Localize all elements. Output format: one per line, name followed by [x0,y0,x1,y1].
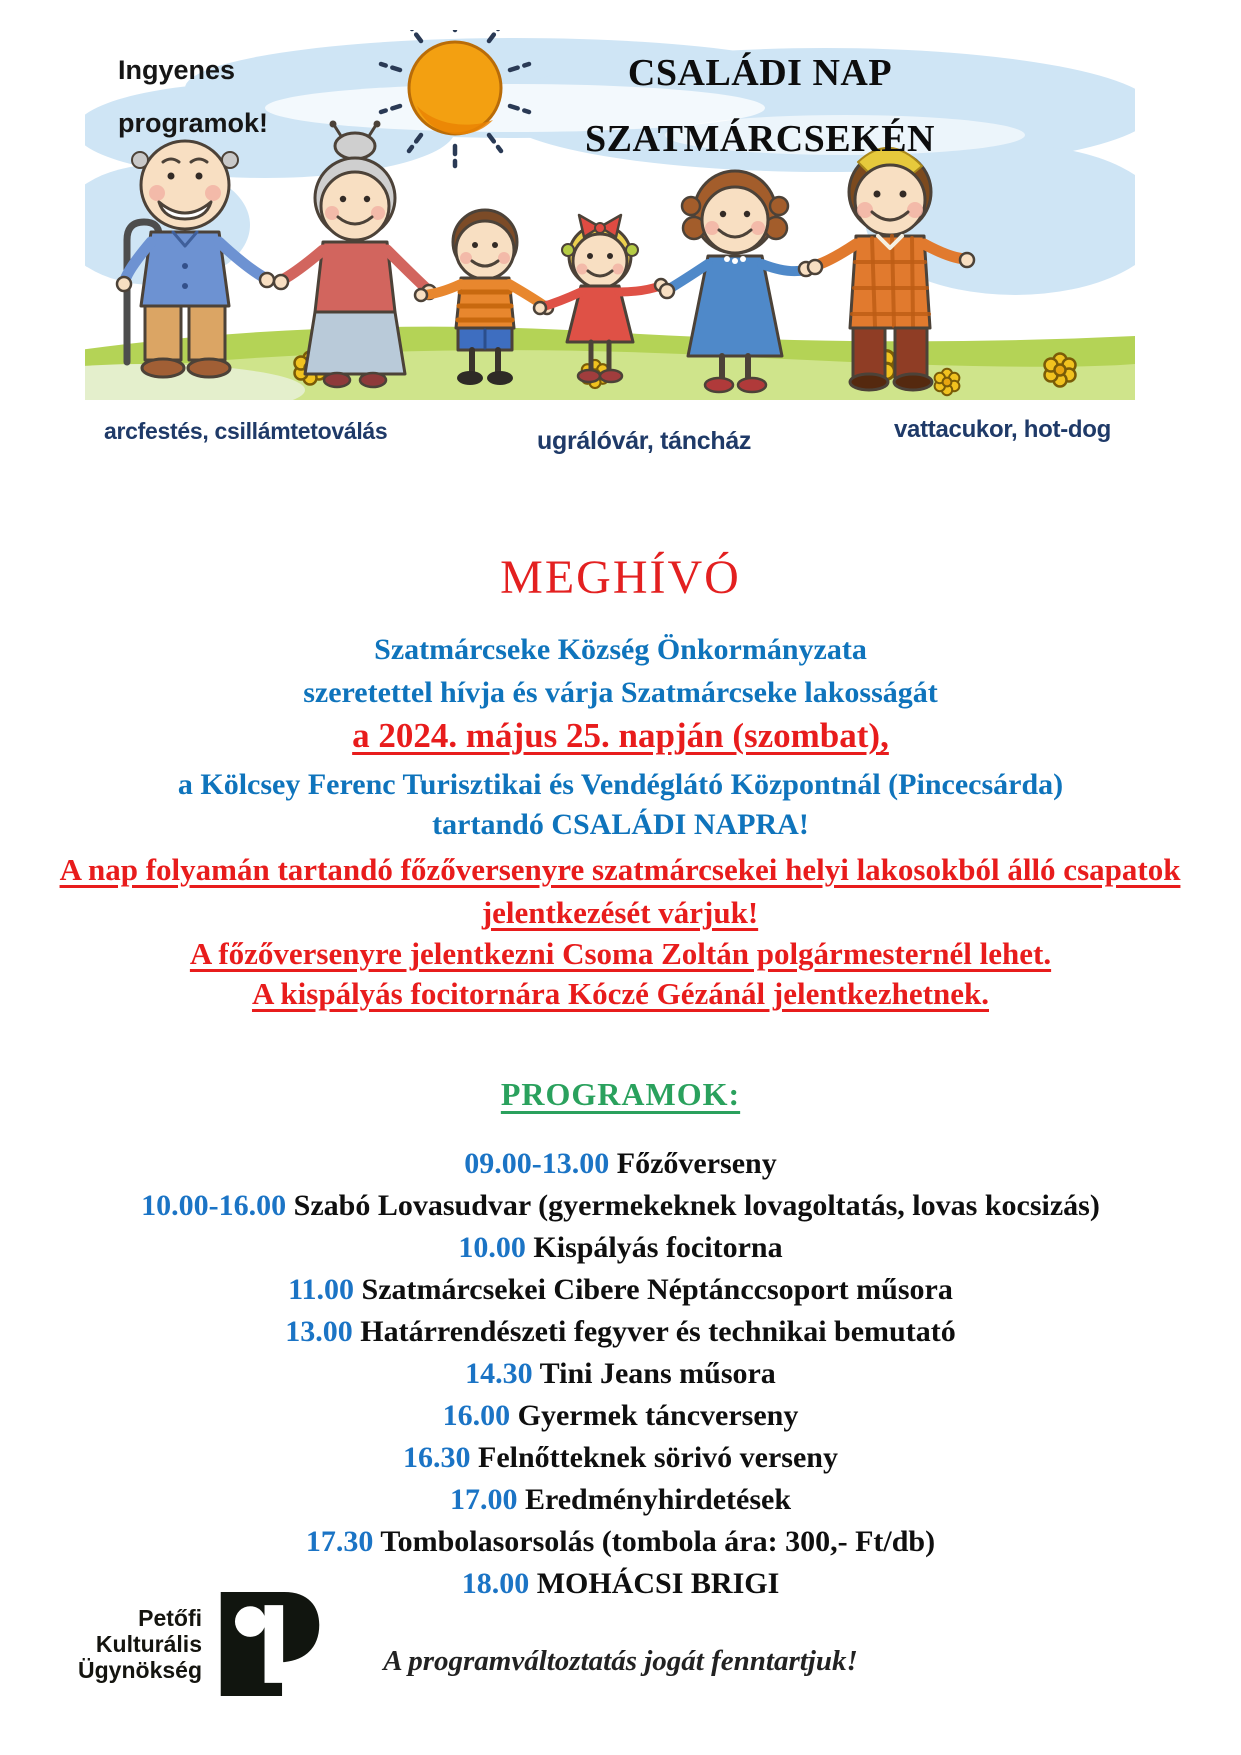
program-time: 16.30 [403,1441,471,1474]
program-row [0,1143,1241,1185]
invitation-line-8: A kispályás focitornára Kóczé Gézánál jelentkezhetnek. [251,976,989,1011]
invitation-date-line: a 2024. május 25. napján (szombat), [352,716,889,755]
page-title [545,40,975,172]
program-time: 17.00 [449,1483,518,1516]
program-row [0,1185,1241,1227]
program-label: Kispályás focitorna [533,1231,783,1264]
page-title-line1: CSALÁDI NAP [627,52,893,94]
page-title-line2: SZATMÁRCSEKÉN [585,118,935,160]
free-programs-line2: programok! [118,108,269,138]
program-label: Szatmárcsekei Cibere Néptánccsoport műsora [361,1273,953,1306]
pku-logo [220,1592,320,1696]
program-label: Felnőtteknek sörivó verseny [478,1441,838,1474]
program-time: 14.30 [465,1357,533,1390]
program-label: Tini Jeans műsora [539,1357,776,1390]
invitation-line-1: Szatmárcseke Község Önkormányzata [374,633,867,666]
program-row [0,1395,1241,1437]
invitation-line-2: szeretettel hívja és várja Szatmárcseke lakosságát [303,676,938,709]
program-label: Tombolasorsolás (tombola ára: 300,- Ft/db) [380,1525,936,1558]
program-row [0,1311,1241,1353]
program-row [0,1479,1241,1521]
pku-logo-text-line2: Kulturális [95,1631,202,1657]
caption-facepainting: arcfestés, csillámtetoválás [104,418,388,444]
program-time: 10.00 [458,1231,526,1264]
program-time: 11.00 [288,1273,355,1306]
invitation-line-5: tartandó CSALÁDI NAPRA! [432,808,809,841]
program-label: Szabó Lovasudvar (gyermekeknek lovagoltatás, lovas kocsizás) [293,1189,1100,1222]
program-time: 13.00 [285,1315,353,1348]
program-row [0,1563,1241,1605]
invitation-line-7: A főzőversenyre jelentkezni Csoma Zoltán polgármesternél lehet. [189,936,1052,971]
program-time: 17.30 [305,1525,374,1558]
programs-heading: PROGRAMOK: [500,1076,741,1112]
caption-bouncycastle: ugrálóvár, táncház [537,427,752,455]
program-time: 10.00-16.00 [141,1189,287,1222]
program-label: Főzőverseny [616,1147,777,1180]
program-label: MOHÁCSI BRIGI [536,1567,780,1600]
program-row [0,1269,1241,1311]
disclaimer-text: A programváltoztatás jogát fenntartjuk! [383,1645,858,1677]
invitation-line-6: A nap folyamán tartandó főzőversenyre szatmárcsekei helyi lakosokból álló csapatok jelentkezését várjuk! [59,852,1181,930]
free-programs-line1: Ingyenes [118,55,236,85]
invitation-heading: MEGHÍVÓ [500,551,741,604]
program-time: 18.00 [461,1567,530,1600]
program-row [0,1353,1241,1395]
pku-logo-text-line1: Petőfi [138,1605,202,1631]
program-row [0,1227,1241,1269]
program-time: 09.00-13.00 [464,1147,610,1180]
free-programs-note [118,44,268,150]
program-time: 16.00 [442,1399,511,1432]
program-row [0,1521,1241,1563]
invitation-line-4: a Kölcsey Ferenc Turisztikai és Vendéglátó Központnál (Pincecsárda) [177,768,1064,801]
program-label: Gyermek táncverseny [517,1399,799,1432]
caption-cottoncandy: vattacukor, hot-dog [894,416,1111,443]
programs-list [0,1143,1241,1605]
program-row [0,1437,1241,1479]
program-label: Határrendészeti fegyver és technikai bemutató [360,1315,956,1348]
program-label: Eredményhirdetések [524,1483,792,1516]
pku-logo-text-line3: Ügynökség [78,1657,202,1683]
